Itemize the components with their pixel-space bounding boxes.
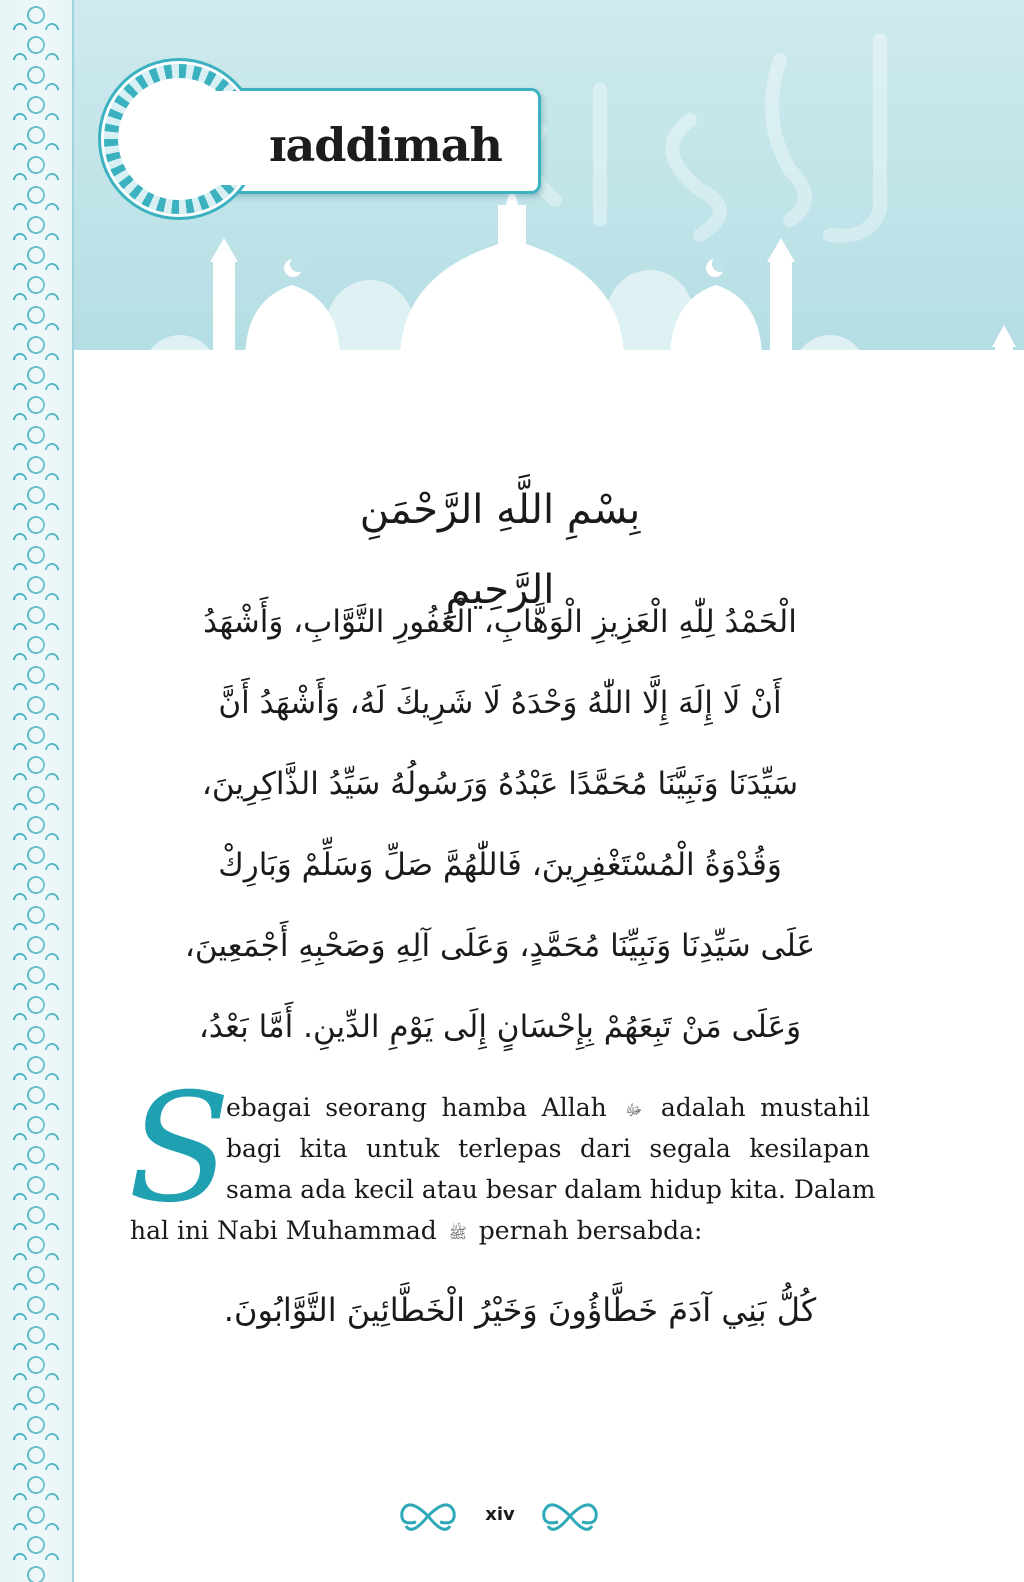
body-paragraph <box>130 1090 876 1254</box>
arabic-line: عَلَى سَيِّدِنَا وَنَبِيِّنَا مُحَمَّدٍ، وَعَلَى آلِهِ وَصَحْبِهِ أَجْمَعِينَ، <box>184 928 816 964</box>
arabic-line: وَعَلَى مَنْ تَبِعَهُمْ بِإِحْسَانٍ إِلَى يَوْمِ الدِّينِ. أَمَّا بَعْدُ، <box>198 1009 802 1045</box>
arabic-line: وَقُدْوَةُ الْمُسْتَغْفِرِينَ، فَاللّٰهُمَّ صَلِّ وَسَلِّمْ وَبَارِكْ <box>218 847 782 883</box>
page-number: xiv <box>485 1504 515 1525</box>
honorific-allah-glyph: ﷻ <box>625 1100 643 1119</box>
arabic-line: سَيِّدَنَا وَنَبِيَّنَا مُحَمَّدًا عَبْدُهُ وَرَسُولُهُ سَيِّدُ الذَّاكِرِينَ، <box>201 766 799 802</box>
right-flourish-icon <box>540 1492 600 1540</box>
arabic-line: أَنْ لَا إِلَهَ إِلَّا اللّٰهُ وَحْدَهُ لَا شَرِيكَ لَهُ، وَأَشْهَدُ أَنَّ <box>218 685 782 721</box>
paragraph-line: bagi kita untuk terlepas dari segala kesilapan <box>226 1134 870 1163</box>
paragraph-line: hal ini Nabi Muhammad ﷺ pernah bersabda: <box>130 1213 870 1254</box>
hadith-quote: كُلُّ بَنِي آدَمَ خَطَّاؤُونَ وَخَيْرُ الْخَطَّائِينَ التَّوَّابُونَ. <box>223 1291 817 1329</box>
paragraph-line: ebagai seorang hamba Allah ﷻ adalah mustahil <box>226 1090 870 1131</box>
ornamental-left-border <box>0 0 74 1582</box>
honorific-nabi-glyph: ﷺ <box>448 1223 467 1242</box>
chapter-title-badge <box>104 64 544 214</box>
page-footer <box>390 1492 610 1542</box>
arabic-line: الْحَمْدُ لِلّٰهِ الْعَزِيزِ الْوَهَّابِ، الْغَفُورِ التَّوَّابِ، وَأَشْهَدُ <box>203 604 797 640</box>
left-flourish-icon <box>398 1492 458 1540</box>
drop-cap: S <box>128 1062 231 1236</box>
arabic-opening-prayer <box>180 582 820 1068</box>
basmala-calligraphy: بِسْمِ اللَّهِ الرَّحْمَنِ الرَّحِيمِ <box>359 487 641 613</box>
page-title: ɪaddimah <box>269 118 503 172</box>
paragraph-line: sama ada kecil atau besar dalam hidup kita. Dalam <box>226 1175 876 1204</box>
